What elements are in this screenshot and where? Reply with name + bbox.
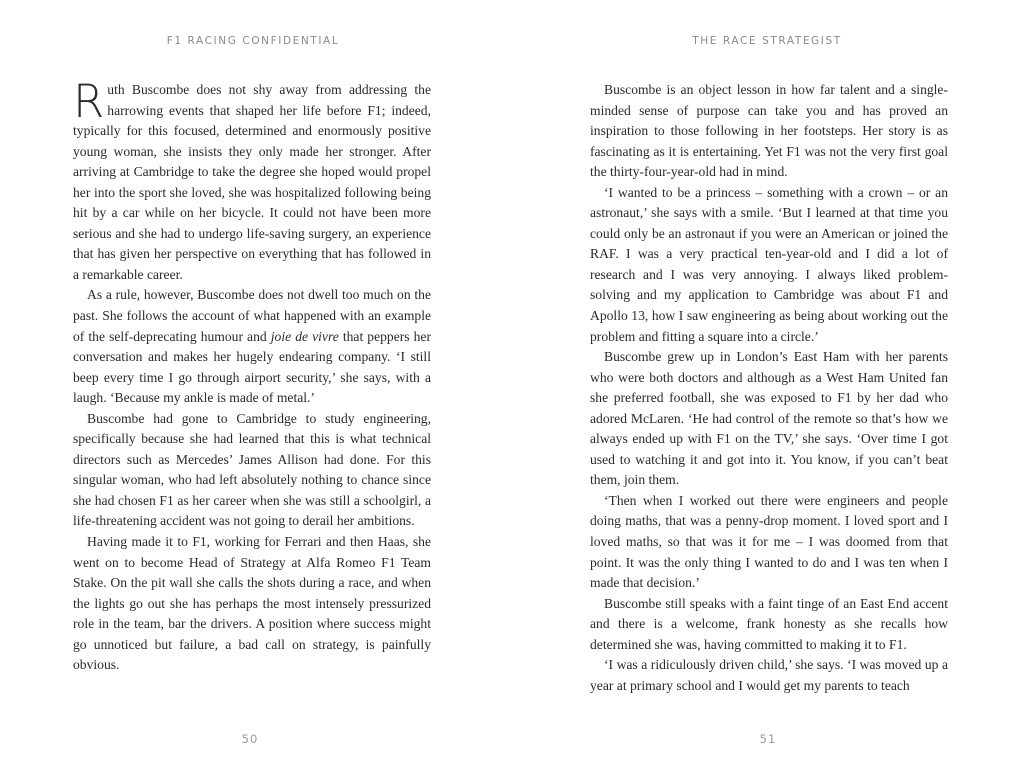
paragraph [73,75,431,285]
paragraph-text: uth Buscombe does not shy away from addressing the harrowing events that shaped her life before F1; indeed, typically for this focused, determined and enormously positive young woman, she insists they only made her stronger. After arriving at Cambridge to take the degree she hoped would propel her into the sport she loved, she was hospitalized following being hit by a car while on her bicycle. It could not have been more serious and she had to undergo life-saving surgery, an experience that has given her perspective on everything that has followed in a remarkable career. [73,82,431,282]
page-number-left: 50 [241,732,259,746]
italic-phrase: joie de vivre [270,328,339,344]
paragraph: Having made it to F1, working for Ferrari and then Haas, she went on to become Head of Strategy at Alfa Romeo F1 Team Stake. On the pit wall she calls the shots during a race, and when the lights go out she has perhaps the most intensely pressurized role in the team, bar the drivers. A position where success might go unnoticed but failure, a bad call on strategy, is painfully obvious. [73,534,431,673]
drop-cap: R [73,75,105,128]
paragraph: Buscombe is an object lesson in how far talent and a single-minded sense of purpose can take you and has proved an inspiration to those following in her footsteps. Her story is as fascinating as it is entertaining. Yet F1 was not the very first goal the thirty-four-year-old had in mind. [590,82,948,180]
running-head-right: THE RACE STRATEGIST [692,35,842,47]
paragraph [73,285,431,408]
left-body-text [73,75,431,676]
paragraph: ‘I was a ridiculously driven child,’ she says. ‘I was moved up a year at primary school and I would get my parents to teach [590,657,948,693]
paragraph: Buscombe grew up in London’s East Ham with her parents who were both doctors and although as a West Ham United fan she preferred football, she was exposed to F1 by her dad who adored McLaren. ‘He had control of the remote so that’s how we always ended up with F1 on the TV,’ she says. ‘Over time I got used to watching it and got into it. You know, if you can’t beat them, join them. [590,349,948,488]
paragraph: Buscombe still speaks with a faint tinge of an East End accent and there is a welcome, frank honesty as she recalls how determined she was, having committed to making it to F1. [590,595,948,652]
page-number-right: 51 [759,732,777,746]
paragraph-text: As a rule, however, Buscombe does not dwell too much on the past. She follows the account of what happened with an example of the self-deprecating humour and [73,287,431,344]
right-page [510,0,1020,780]
running-head-left: F1 RACING CONFIDENTIAL [166,35,340,47]
paragraph: ‘I wanted to be a princess – something with a crown – or an astronaut,’ she says with a smile. ‘But I learned at that time you could only be an astronaut if you were an American or joined the RAF. I was a very practical ten-year-old and I did a lot of research and I was very annoying. I always liked problem-solving and my application to Cambridge was about F1 and Apollo 13, how I saw engineering as being about working out the problem and fitting a square into a circle.’ [590,184,948,344]
paragraph: ‘Then when I worked out there were engineers and people doing maths, that was a penny-drop moment. I loved sport and I loved maths, so that was it for me – I was doomed from that point. It was the only thing I wanted to do and I was ten when I made that decision.’ [590,492,948,591]
paragraph-text: that peppers her conversation and makes her hugely endearing company. ‘I still beep every time I go through airport security,’ she says, with a laugh. ‘Because my ankle is made of metal.’ [73,328,431,406]
right-body-text [590,80,948,696]
paragraph: Buscombe had gone to Cambridge to study engineering, specifically because she had learned that this is what technical directors such as Mercedes’ James Allison had done. For this singular woman, who had left absolutely nothing to chance since she had chosen F1 as her career when she was still a schoolgirl, a life-threatening accident was not going to derail her ambitions. [73,410,431,529]
